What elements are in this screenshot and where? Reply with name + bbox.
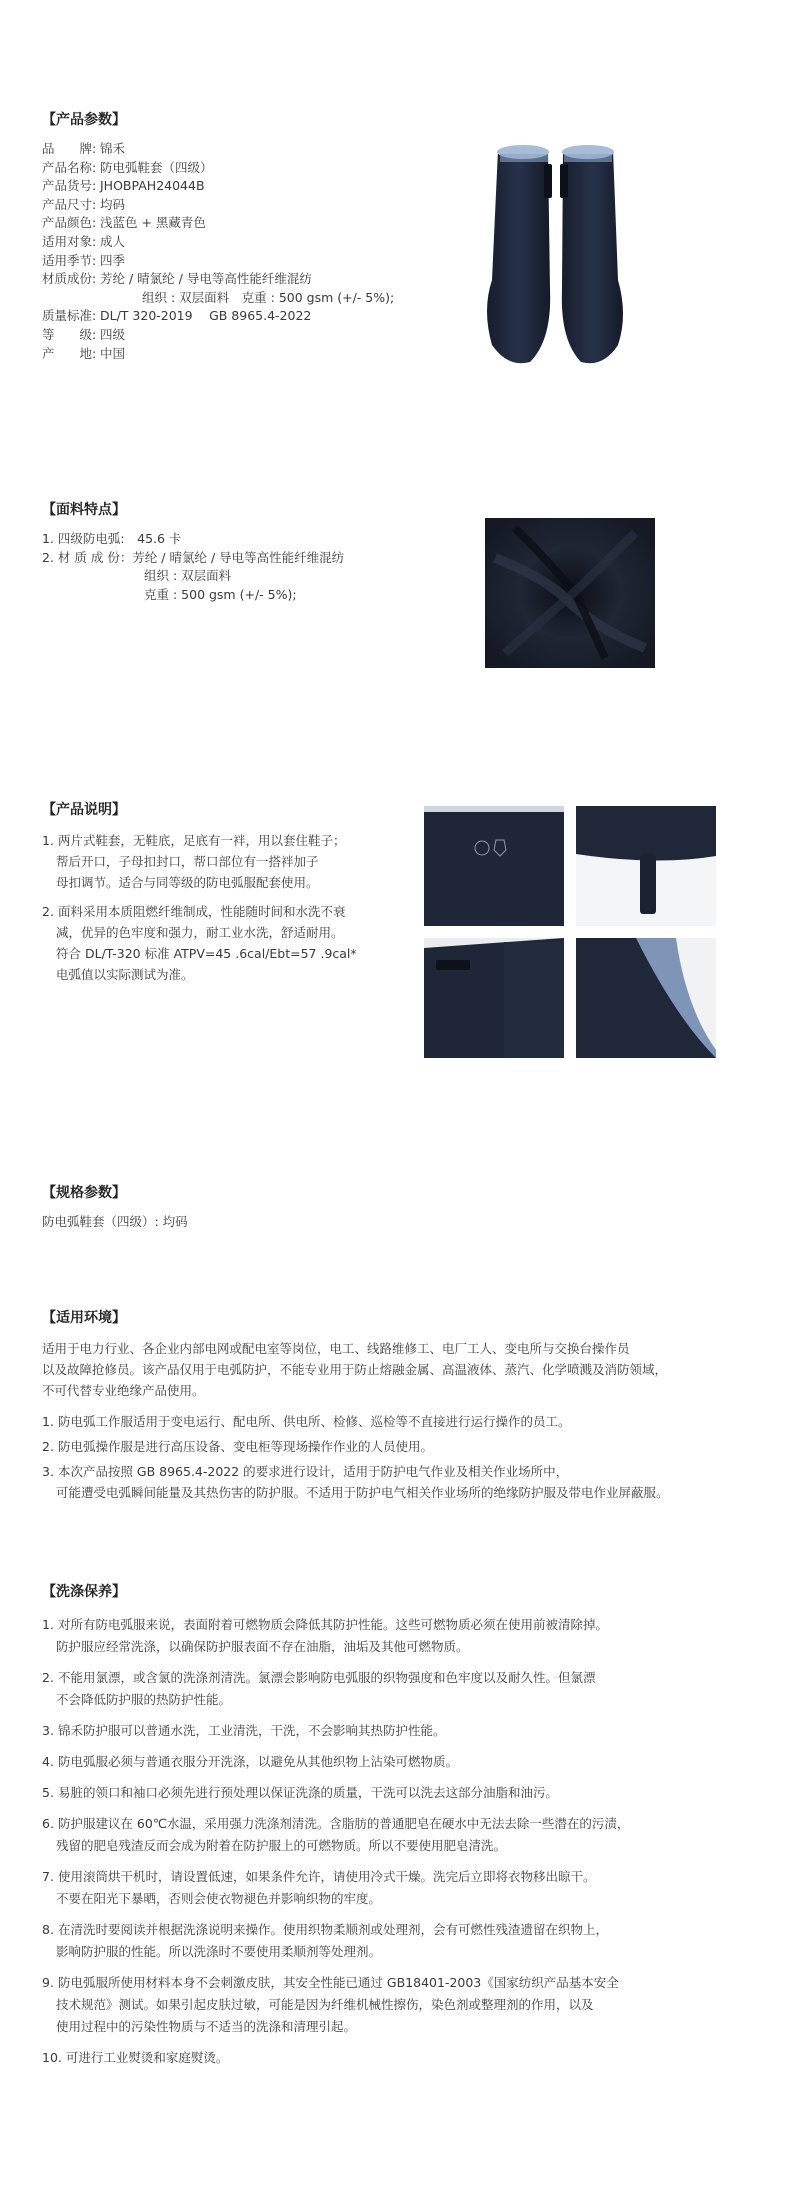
desc-item-text: 两片式鞋套，无鞋底，足底有一袢，用以套住鞋子；	[57, 833, 346, 848]
param-value: 四季	[100, 252, 126, 268]
care-item-text: 防护服建议在 60℃水温，采用强力洗涤剂清洗。含脂肪的普通肥皂在硬水中无法去除一些潜在的污渍，	[57, 1816, 630, 1831]
desc-heading: 【产品说明】	[42, 802, 126, 818]
care-item-number: 2.	[42, 1670, 54, 1685]
param-label: 产品货号:	[42, 178, 97, 194]
env-item-line: 可能遭受电弧瞬间能量及其热伤害的防护服。不适用于防护电气相关作业场所的绝缘防护服及带电作业屏蔽服。	[56, 1485, 669, 1500]
param-value: 四级	[100, 326, 126, 342]
env-item-line	[42, 1461, 752, 1482]
desc-item-line	[42, 901, 422, 922]
param-row	[42, 159, 752, 178]
fabric-line-3: 组织 : 双层面料	[144, 568, 232, 584]
spec-section	[42, 1183, 752, 1232]
param-label: 适用季节:	[42, 252, 97, 268]
param-value: 均码	[100, 196, 126, 212]
fabric-line-2: 2. 材 质 成 份：芳纶 / 晴氯纶 / 导电等高性能纤维混纺	[42, 549, 345, 565]
env-item-number: 2.	[42, 1439, 54, 1454]
care-item-number: 8.	[42, 1922, 54, 1937]
param-row	[42, 270, 752, 289]
param-row	[42, 196, 752, 215]
param-row	[42, 345, 752, 364]
env-item-text: 防电弧操作服是进行高压设备、变电柜等现场操作作业的人员使用。	[57, 1439, 433, 1454]
care-item	[42, 1782, 752, 1804]
care-item	[42, 1919, 752, 1963]
care-item-line: 残留的肥皂残渣反而会成为附着在防护服上的可燃物质。所以不要使用肥皂清洗。	[56, 1838, 507, 1853]
care-item-number: 3.	[42, 1723, 54, 1738]
param-label: 适用对象:	[42, 233, 97, 249]
env-item	[42, 1436, 752, 1457]
desc-item-number: 1.	[42, 833, 54, 848]
care-item-line	[42, 2047, 752, 2069]
fabric-line-4: 克重 : 500 gsm (+/- 5%);	[144, 586, 297, 602]
fabric-heading: 【面料特点】	[42, 502, 126, 518]
desc-item	[42, 830, 422, 893]
env-item	[42, 1411, 752, 1432]
care-item-number: 7.	[42, 1869, 54, 1884]
param-row	[42, 214, 752, 233]
care-item-line: 防护服应经常洗涤，以确保防护服表面不存在油脂，油垢及其他可燃物质。	[56, 1639, 469, 1654]
desc-item-text: 面料采用本质阻燃纤维制成，性能随时间和水洗不衰	[57, 904, 346, 919]
desc-item-line: 减，优异的色牢度和强力，耐工业水洗，舒适耐用。	[56, 925, 344, 940]
param-value: 芳纶 / 晴氯纶 / 导电等高性能纤维混纺	[100, 271, 312, 287]
care-item-number: 4.	[42, 1754, 54, 1769]
param-label: 产品尺寸:	[42, 196, 97, 212]
care-item-number: 10.	[42, 2050, 62, 2065]
desc-item-line: 帮后开口，子母扣封口，帮口部位有一搭袢加子	[56, 854, 319, 869]
env-heading: 【适用环境】	[42, 1310, 126, 1326]
param-value: 组织 : 双层面料 克重 : 500 gsm (+/- 5%);	[142, 289, 395, 305]
env-item-line	[42, 1411, 752, 1432]
detail-image-logo	[424, 806, 564, 926]
care-item-line	[42, 1919, 752, 1941]
care-item-text: 对所有防电弧服来说，表面附着可燃物质会降低其防护性能。这些可燃物质必须在使用前被清除掉。	[57, 1617, 608, 1632]
care-item-line	[42, 1782, 752, 1804]
care-heading: 【洗涤保养】	[42, 1584, 126, 1600]
env-item	[42, 1461, 752, 1503]
param-value: 防电弧鞋套（四级）	[100, 159, 213, 175]
care-item-line: 不会降低防护服的热防护性能。	[56, 1692, 232, 1707]
param-label: 产品名称:	[42, 159, 97, 175]
param-row	[42, 140, 752, 159]
fabric-line-1: 1. 四级防电弧: 45.6 卡	[42, 531, 182, 546]
param-value: DL/T 320-2019 GB 8965.4-2022	[100, 308, 312, 324]
desc-section	[42, 800, 422, 993]
spec-text: 防电弧鞋套（四级）: 均码	[42, 1214, 188, 1229]
care-item-text: 易脏的领口和袖口必须先进行预处理以保证洗涤的质量，干洗可以洗去这部分油脂和油污。	[57, 1785, 558, 1800]
desc-item-line: 符合 DL/T-320 标准 ATPV=45 .6cal/Ebt=57 .9cal*	[56, 946, 357, 961]
care-item-line	[42, 1751, 752, 1773]
care-item-number: 5.	[42, 1785, 54, 1800]
care-item	[42, 1751, 752, 1773]
params-heading: 【产品参数】	[42, 112, 126, 128]
care-item-text: 在清洗时要阅读并根据洗涤说明来操作。使用织物柔顺剂或处理剂，会有可燃性残渣遗留在织物上，	[57, 1922, 608, 1937]
care-item-line: 使用过程中的污染性物质与不适当的洗涤和清理引起。	[56, 2019, 357, 2034]
care-item-number: 6.	[42, 1816, 54, 1831]
care-item-line	[42, 1866, 752, 1888]
env-intro-line-2: 以及故障抢修员。该产品仅用于电弧防护，不能专业用于防止熔融金属、高温液体、蒸汽、化学喷溅及消防领域，	[42, 1362, 668, 1377]
care-item-line: 不要在阳光下暴晒，否则会使衣物褪色并影响织物的牢度。	[56, 1891, 382, 1906]
param-row	[42, 252, 752, 271]
env-intro-line-3: 不可代替专业绝缘产品使用。	[42, 1383, 205, 1398]
env-item-number: 1.	[42, 1414, 54, 1429]
care-item-line	[42, 1972, 752, 1994]
product-image-shoe-covers	[478, 140, 633, 372]
care-item-text: 防电弧服必须与普通衣服分开洗涤，以避免从其他织物上沾染可燃物质。	[57, 1754, 458, 1769]
param-value: 浅蓝色 + 黑藏青色	[100, 215, 206, 231]
param-row	[42, 233, 752, 252]
param-row	[42, 177, 752, 196]
care-list	[42, 1614, 752, 2069]
env-intro-line-1: 适用于电力行业、各企业内部电网或配电室等岗位，电工、线路维修工、电厂工人、变电所与交换台操作员	[42, 1341, 630, 1356]
env-item-text: 本次产品按照 GB 8965.4-2022 的要求进行设计，适用于防护电气作业及相关作业场所中，	[57, 1464, 569, 1479]
env-list	[42, 1411, 752, 1503]
param-row	[42, 289, 752, 308]
care-item-text: 防电弧服所使用材料本身不会刺激皮肤，其安全性能已通过 GB18401-2003《国家纺织产品基本安全	[57, 1975, 619, 1990]
params-section	[42, 110, 752, 363]
env-intro	[42, 1338, 752, 1401]
care-item	[42, 1866, 752, 1910]
desc-item-line: 电弧值以实际测试为准。	[56, 967, 194, 982]
param-value: 锦禾	[100, 141, 126, 156]
param-value: 成人	[100, 233, 126, 249]
detail-image-lining	[576, 938, 716, 1058]
desc-item-number: 2.	[42, 904, 54, 919]
care-item-line	[42, 1813, 752, 1835]
care-item-text: 不能用氯漂，或含氯的洗涤剂清洗。氯漂会影响防电弧服的织物强度和色牢度以及耐久性。但氯漂	[57, 1670, 596, 1685]
care-item-line: 技术规范》测试。如果引起皮肤过敏，可能是因为纤维机械性擦伤，染色剂或整理剂的作用，以及	[56, 1997, 594, 2012]
care-item-line	[42, 1720, 752, 1742]
care-item-number: 1.	[42, 1617, 54, 1632]
param-row	[42, 307, 752, 326]
param-label: 材质成份:	[42, 271, 97, 287]
env-item-number: 3.	[42, 1464, 54, 1479]
care-item-line	[42, 1667, 752, 1689]
fabric-closeup-image	[485, 518, 655, 668]
care-item	[42, 1667, 752, 1711]
desc-item-line: 母扣调节。适合与同等级的防电弧服配套使用。	[56, 875, 319, 890]
care-item-number: 9.	[42, 1975, 54, 1990]
env-item-text: 防电弧工作服适用于变电运行、配电所、供电所、检修、巡检等不直接进行运行操作的员工。	[57, 1414, 571, 1429]
params-list	[42, 140, 752, 363]
desc-item	[42, 901, 422, 985]
param-label: 产 地:	[42, 345, 97, 361]
param-value: JHOBPAH24044B	[100, 178, 205, 194]
care-item-line	[42, 1614, 752, 1636]
care-item	[42, 1813, 752, 1857]
env-item-line	[42, 1436, 752, 1457]
param-label: 产品颜色:	[42, 215, 97, 231]
desc-item-line	[42, 830, 422, 851]
care-item-text: 锦禾防护服可以普通水洗，工业清洗，干洗，不会影响其热防护性能。	[57, 1723, 446, 1738]
care-item-line: 影响防护服的性能。所以洗涤时不要使用柔顺剂等处理剂。	[56, 1944, 382, 1959]
care-item-text: 可进行工业熨烫和家庭熨烫。	[65, 2050, 229, 2065]
care-item	[42, 2047, 752, 2069]
care-item	[42, 1972, 752, 2038]
desc-list	[42, 830, 422, 985]
param-label: 品 牌:	[42, 141, 97, 156]
detail-image-velcro	[424, 938, 564, 1058]
param-value: 中国	[100, 345, 126, 361]
param-row	[42, 326, 752, 345]
care-section	[42, 1582, 752, 2078]
param-label: 等 级:	[42, 326, 97, 342]
care-item	[42, 1720, 752, 1742]
care-item	[42, 1614, 752, 1658]
param-label: 质量标准:	[42, 308, 97, 324]
care-item-text: 使用滚筒烘干机时，请设置低速，如果条件允许，请使用冷式干燥。洗完后立即将衣物移出晾干。	[57, 1869, 596, 1884]
spec-heading: 【规格参数】	[42, 1185, 126, 1201]
env-section	[42, 1308, 752, 1507]
detail-image-strap	[576, 806, 716, 926]
